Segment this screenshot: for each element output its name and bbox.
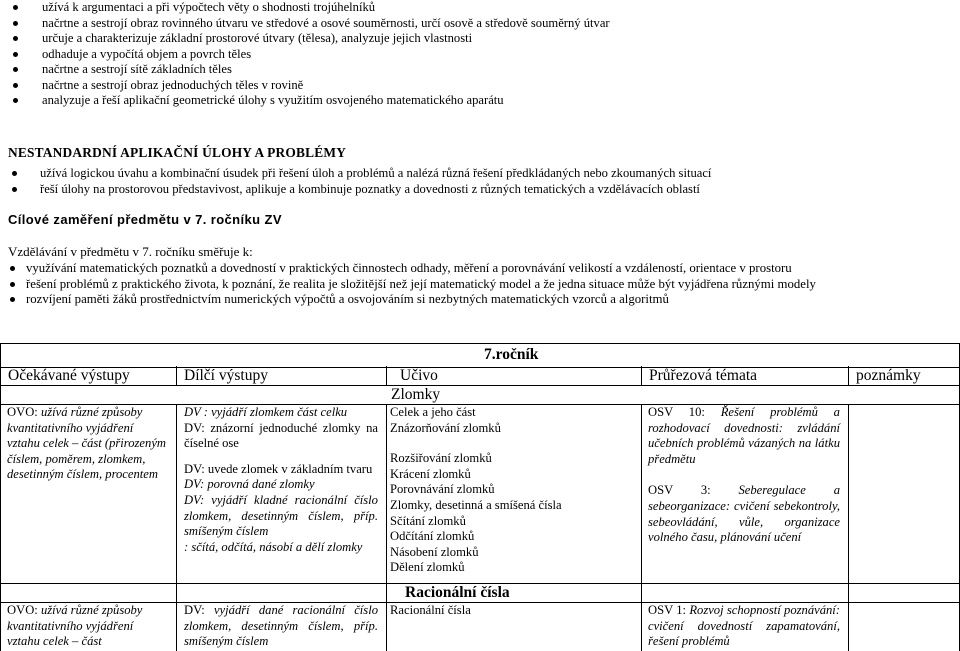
divider: [848, 404, 849, 651]
curriculum-item: Rozšiřování zlomků: [390, 451, 492, 466]
row1-curriculum: [390, 405, 635, 576]
list-item: [0, 261, 816, 277]
header-curriculum: Učivo: [400, 367, 438, 384]
curriculum-item: Porovnávání zlomků: [390, 482, 495, 497]
list-item-text: analyzuje a řeší aplikační geometrické úlohy s využitím osvojeného matematického aparátu: [42, 93, 504, 107]
divider: [641, 366, 642, 385]
outcomes-list: [0, 0, 610, 109]
divider: [848, 366, 849, 385]
bullet-icon: [12, 171, 17, 176]
curriculum-item: Sčítání zlomků: [390, 513, 466, 528]
partial-outcome: DV: uvede zlomek v základním tvaru: [184, 461, 373, 476]
list-item: [0, 292, 816, 308]
list-item-text: načrtne a sestrojí sítě základních těles: [42, 62, 232, 76]
curriculum-item: Znázorňování zlomků: [390, 420, 501, 435]
grade-row: [0, 343, 960, 368]
header-expected: Očekávané výstupy: [8, 367, 130, 384]
row1-partial-outcomes: [184, 405, 378, 555]
bullet-icon: [10, 282, 15, 287]
curriculum-item: Dělení zlomků: [390, 560, 465, 575]
bullet-icon: [13, 21, 18, 26]
curriculum-item: Násobení zlomků: [390, 544, 479, 559]
row1-cross-topics: [648, 405, 840, 546]
list-item-text: určuje a charakterizuje základní prostorové útvary (tělesa), analyzuje jejich vlastnosti: [42, 31, 473, 45]
list-item-text: užívá k argumentaci a při výpočtech věty o shodnosti trojúhelníků: [42, 0, 376, 14]
divider: [176, 404, 177, 651]
list-item: [0, 47, 610, 63]
curriculum-item: Zlomky, desetinná a smíšená čísla: [390, 497, 562, 512]
list-item: [0, 182, 711, 198]
bullet-icon: [13, 5, 18, 10]
divider: [386, 404, 387, 651]
curriculum-item: Odčítání zlomků: [390, 529, 475, 544]
section-heading-goal: Cílové zaměření předmětu v 7. ročníku ZV: [8, 212, 282, 227]
cross-topic: OSV 10: Řešení problémů a rozhodovací dovednosti: zvládání učebních problémů vázaných na látku předmětu: [648, 405, 840, 466]
row2-curriculum: Racionální čísla: [390, 603, 471, 617]
section-title-zlomky: Zlomky: [391, 386, 441, 403]
header-partial: Dílčí výstupy: [184, 367, 268, 384]
section-heading-nonstandard: NESTANDARDNÍ APLIKAČNÍ ÚLOHY A PROBLÉMY: [8, 145, 347, 160]
list-item: [0, 31, 610, 47]
list-item-text: řeší úlohy na prostorovou představivost, aplikuje a kombinuje poznatky a dovednosti z různých tematických a vzdělávacích oblastí: [40, 181, 700, 196]
list-item: [0, 62, 610, 78]
divider: [0, 343, 1, 651]
nonstandard-list: [0, 166, 711, 197]
bullet-icon: [13, 36, 18, 41]
list-item-text: načrtne a sestrojí obraz jednoduchých těles v rovině: [42, 77, 304, 92]
list-item: [0, 78, 610, 94]
list-item-text: řešení problémů z praktického života, k poznání, že realita je složitější než její matematický model a že jedna situace může být vyjádřena různými modely: [26, 276, 816, 291]
partial-outcome: DV: vyjádří kladné racionální číslo zlomkem, desetinným číslem, příp. smíšeným číslem: [184, 492, 378, 539]
bullet-icon: [13, 98, 18, 103]
curriculum-item: Krácení zlomků: [390, 466, 471, 481]
bullet-icon: [13, 83, 18, 88]
cross-topic: OSV 3: Seberegulace a sebeorganizace: cvičení sebekontroly, sebeovládání, vůle, organizace volného času, plánování učení: [648, 483, 840, 545]
list-item-text: užívá logickou úvahu a kombinační úsudek při řešení úloh a problémů a nalézá různá řešení předkládaných nebo zkoumaných situací: [40, 166, 712, 180]
list-item: [0, 16, 610, 32]
bullet-icon: [10, 297, 15, 302]
partial-outcome: DV: znázorní jednoduché zlomky na číselné ose: [184, 420, 378, 451]
list-item-text: odhaduje a vypočítá objem a povrch těles: [42, 46, 252, 61]
partial-outcome: DV: porovná dané zlomky: [184, 477, 315, 492]
curriculum-item: Celek a jeho část: [390, 405, 476, 419]
grade-title: 7.ročník: [484, 346, 539, 363]
section-title-racionalni: Racionální čísla: [405, 584, 510, 601]
bullet-icon: [10, 266, 15, 271]
bullet-icon: [12, 187, 17, 192]
partial-outcome: DV : vyjádří zlomkem část celku: [184, 405, 348, 419]
row2-ovo: OVO: užívá různé způsoby kvantitativního vyjádření vztahu celek – část: [7, 603, 143, 649]
header-notes: poznámky: [856, 367, 921, 384]
divider: [641, 404, 642, 651]
partial-outcome: : sčítá, odčítá, násobí a dělí zlomky: [184, 539, 363, 554]
goal-list: [0, 261, 816, 308]
intro-text: Vzdělávání v předmětu v 7. ročníku směřuje k:: [8, 244, 253, 259]
bullet-icon: [13, 52, 18, 57]
list-item-text: využívání matematických poznatků a dovedností v praktických činnostech odhady, měření a porovnávání velikostí a vzdáleností, orientace v prostoru: [26, 261, 792, 275]
list-item: [0, 166, 711, 182]
row1-ovo: OVO: užívá různé způsoby kvantitativního vyjádření vztahu celek – část (přirozeným číslem, poměrem, zlomkem, desetinným číslem, procentem: [7, 405, 167, 482]
divider: [386, 366, 387, 385]
list-item-text: načrtne a sestrojí obraz rovinného útvaru ve středové a osové souměrnosti, určí osově a středově souměrný útvar: [42, 15, 610, 30]
row2-partial-outcome: DV: vyjádří dané racionální číslo zlomkem, desetinným číslem, příp. smíšeným číslem: [184, 603, 378, 649]
row2-cross-topic: OSV 1: Rozvoj schopností poznávání: cvičení dovedností zapamatování, řešení problémů: [648, 603, 840, 649]
bullet-icon: [13, 67, 18, 72]
list-item: [0, 93, 610, 109]
header-cross: Průřezová témata: [649, 367, 758, 384]
list-item: [0, 0, 610, 16]
divider: [176, 366, 177, 385]
list-item: [0, 277, 816, 293]
list-item-text: rozvíjení paměti žáků prostřednictvím numerických výpočtů a osvojováním si nezbytných matematických vzorců a algoritmů: [26, 292, 669, 306]
